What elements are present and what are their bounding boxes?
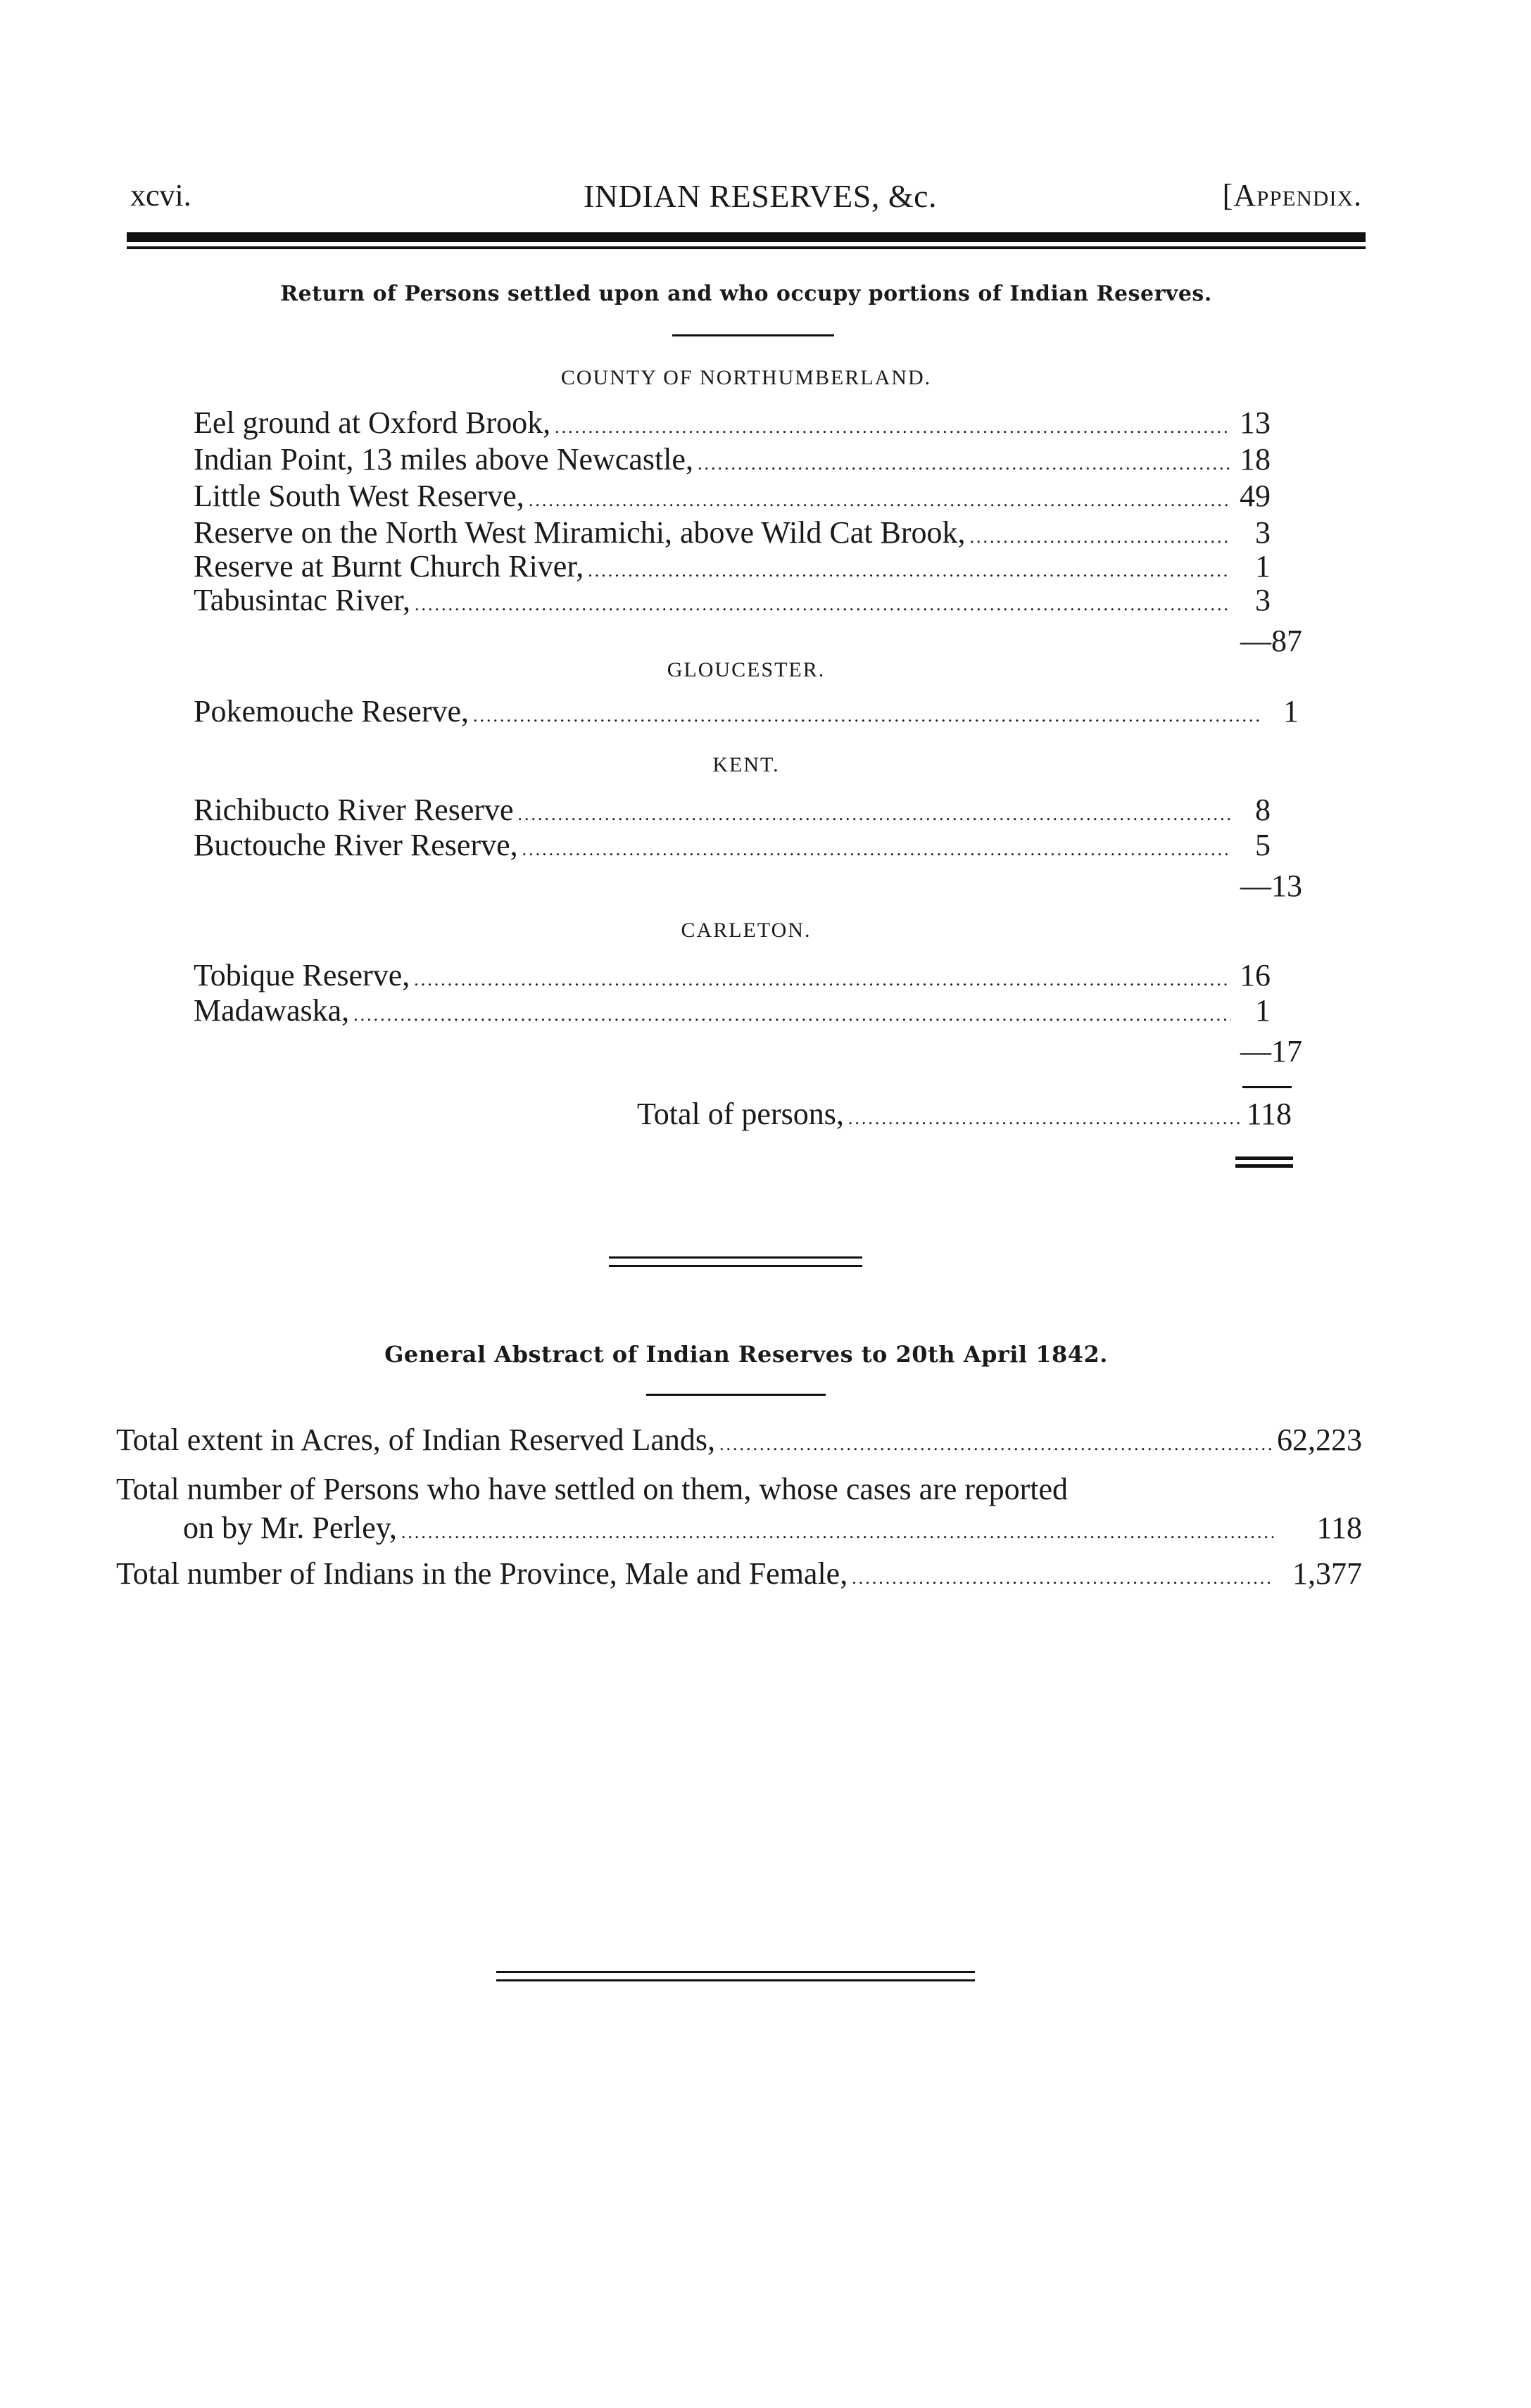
county-heading-northumberland: COUNTY OF NORTHUMBERLAND. [560, 366, 932, 389]
entry-value: 18 [1240, 442, 1271, 477]
closing-rule-bottom [496, 1979, 975, 1981]
entry-value: 5 [1255, 828, 1271, 862]
subtotal-kent: —13 [1240, 869, 1302, 903]
title-rule [672, 334, 834, 336]
entry-label: Indian Point, 13 miles above Newcastle, [194, 442, 693, 477]
abstract-label-line1: Total number of Persons who have settled on them, whose cases are reported [116, 1472, 1068, 1506]
entry-row [194, 693, 1299, 731]
entry-label: Eel ground at Oxford Brook, [194, 405, 551, 440]
entry-value: 13 [1240, 405, 1271, 440]
abstract-row [116, 1556, 1362, 1591]
subtotal-northumberland: —87 [1240, 624, 1302, 658]
entry-label: Little South West Reserve, [194, 479, 524, 513]
entry-row [194, 548, 1271, 586]
total-value: 118 [1246, 1097, 1292, 1131]
entry-value: 1 [1255, 993, 1271, 1028]
entry-label: Buctouche River Reserve, [194, 828, 518, 862]
abstract-row [116, 1422, 1362, 1458]
total-label: Total of persons, [637, 1097, 844, 1131]
entry-row [194, 792, 1271, 830]
entry-value: 1 [1255, 549, 1271, 584]
subtotal-carleton: —17 [1240, 1034, 1302, 1069]
county-heading-kent: KENT. [712, 753, 780, 776]
header-rule-thick [127, 232, 1366, 242]
entry-row [194, 441, 1271, 479]
entry-label: Tobique Reserve, [194, 958, 410, 992]
entry-label: Reserve on the North West Miramichi, above Wild Cat Brook, [194, 515, 966, 550]
entry-row [194, 582, 1271, 620]
abstract-value: 62,223 [1277, 1423, 1362, 1457]
closing-rule-top [496, 1971, 975, 1973]
section-divider-top [609, 1256, 862, 1259]
entry-label: Pokemouche Reserve, [194, 694, 469, 729]
abstract-value: 1,377 [1292, 1556, 1362, 1591]
entry-label: Reserve at Burnt Church River, [194, 549, 584, 584]
abstract-rule [646, 1394, 826, 1396]
abstract-value: 118 [1316, 1511, 1362, 1545]
total-rule-2 [1235, 1164, 1293, 1168]
entry-label: Richibucto River Reserve [194, 793, 514, 827]
running-title: INDIAN RESERVES, &c. [583, 178, 938, 214]
abstract-title: General Abstract of Indian Reserves to 20th April 1842. [384, 1341, 1108, 1368]
total-row [637, 1096, 1292, 1134]
page-number: xcvi. [130, 178, 191, 213]
abstract-label: Total number of Indians in the Province, Male and Female, [116, 1556, 848, 1591]
entry-value: 8 [1255, 793, 1271, 827]
return-title: Return of Persons settled upon and who occupy portions of Indian Reserves. [280, 282, 1212, 306]
county-heading-carleton: CARLETON. [681, 919, 812, 942]
entry-row [194, 992, 1271, 1030]
entry-row [194, 827, 1271, 865]
subtotal-rule [1242, 1086, 1292, 1088]
entry-row [194, 478, 1271, 516]
entry-row [194, 957, 1271, 995]
entry-label: Madawaska, [194, 993, 350, 1028]
abstract-label: Total extent in Acres, of Indian Reserved Lands, [116, 1423, 715, 1457]
entry-row [194, 405, 1271, 443]
entry-value: 1 [1283, 694, 1299, 729]
entry-value: 3 [1255, 583, 1271, 617]
abstract-row [183, 1510, 1362, 1546]
entry-value: 3 [1255, 515, 1271, 550]
abstract-label-line2: on by Mr. Perley, [183, 1511, 397, 1545]
total-rule-1 [1235, 1156, 1293, 1160]
entry-value: 16 [1240, 958, 1271, 992]
entry-value: 49 [1240, 479, 1271, 513]
county-heading-gloucester: GLOUCESTER. [667, 658, 826, 681]
header-rule-thin [127, 246, 1366, 249]
section-divider-bottom [609, 1265, 862, 1267]
entry-row [194, 515, 1271, 553]
entry-label: Tabusintac River, [194, 583, 410, 617]
section-label: [Appendix. [1222, 178, 1362, 213]
